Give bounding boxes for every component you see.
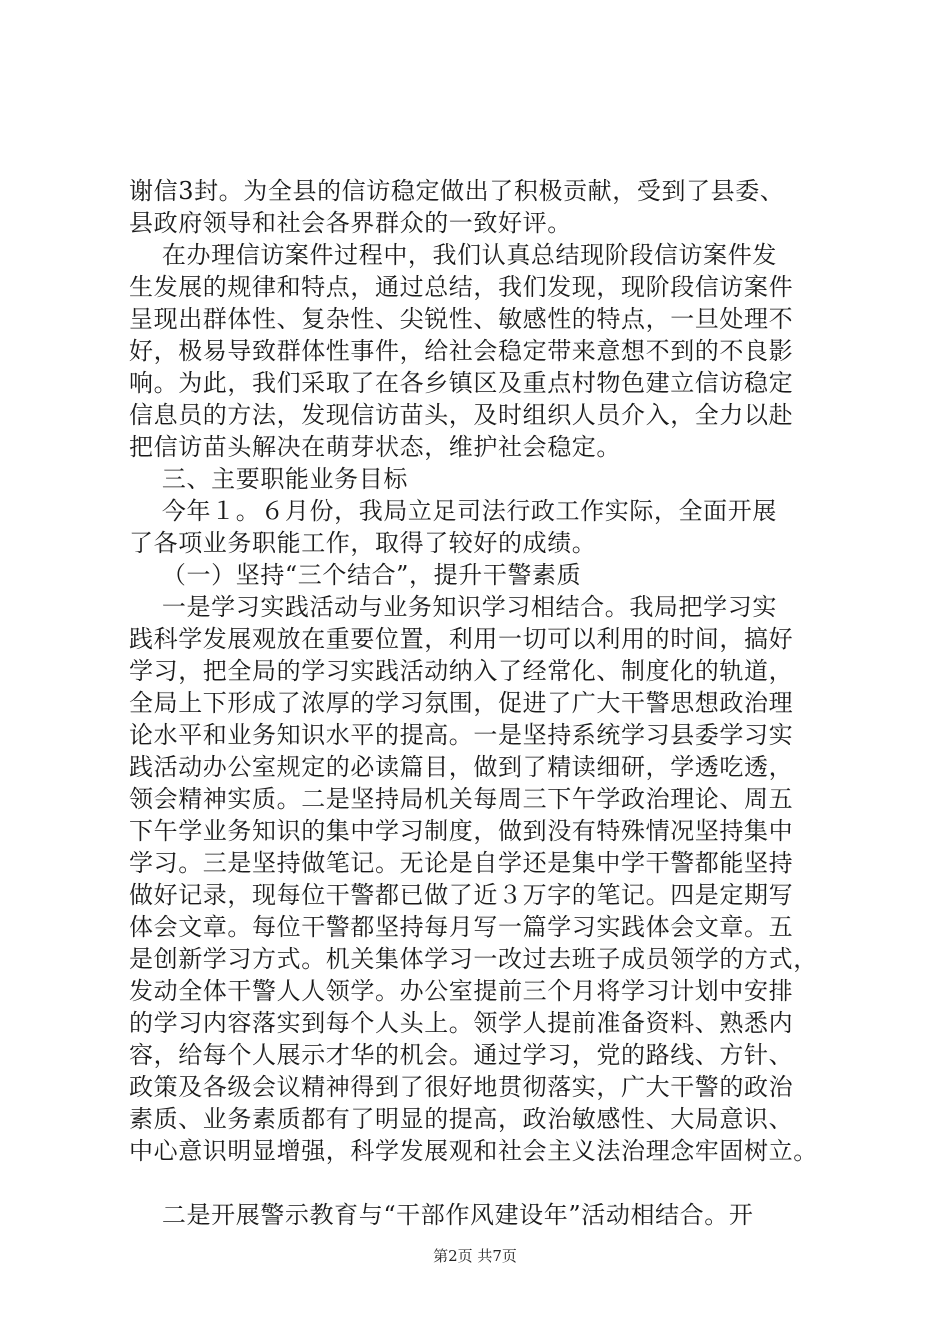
paragraph-gap: [129, 1167, 829, 1199]
text-line: 论水平和业务知识水平的提高。一是坚持系统学习县委学习实: [129, 721, 794, 749]
text-line: 一是学习实践活动与业务知识学习相结合。我局把学习实: [129, 593, 777, 621]
text-line: 容，给每个人展示才华的机会。通过学习，党的路线、方针、: [129, 1041, 794, 1069]
text-line: 呈现出群体性、复杂性、尖锐性、敏感性的特点，一旦处理不: [129, 305, 794, 333]
document-body: [129, 175, 829, 1231]
text-line: 中心意识明显增强，科学发展观和社会主义法治理念牢固树立。: [129, 1137, 818, 1165]
text-line: 的学习内容落实到每个人头上。领学人提前准备资料、熟悉内: [129, 1009, 794, 1037]
text-line: 政策及各级会议精神得到了很好地贯彻落实，广大干警的政治: [129, 1073, 794, 1101]
text-line: 好，极易导致群体性事件，给社会稳定带来意想不到的不良影: [129, 337, 794, 365]
text-line: 体会文章。每位干警都坚持每月写一篇学习实践体会文章。五: [129, 913, 794, 941]
text-line: 二是开展警示教育与“干部作风建设年”活动相结合。开: [129, 1201, 754, 1229]
text-line: 把信访苗头解决在萌芽状态，维护社会稳定。: [129, 433, 621, 461]
section-heading: 三、主要职能业务目标: [129, 465, 408, 493]
text-line: 领会精神实质。二是坚持局机关每周三下午学政治理论、周五: [129, 785, 794, 813]
text-line: 全局上下形成了浓厚的学习氛围，促进了广大干警思想政治理: [129, 689, 794, 717]
text-line: 在办理信访案件过程中，我们认真总结现阶段信访案件发: [129, 241, 777, 269]
text-line: 下午学业务知识的集中学习制度，做到没有特殊情况坚持集中: [129, 817, 794, 845]
text-line: 发动全体干警人人领学。办公室提前三个月将学习计划中安排: [129, 977, 794, 1005]
text-line: 了各项业务职能工作，取得了较好的成绩。: [129, 529, 597, 557]
text-line: 生发展的规律和特点，通过总结，我们发现，现阶段信访案件: [129, 273, 794, 301]
subsection-heading: （一）坚持“三个结合”，提升干警素质: [129, 561, 582, 589]
text-line: 素质、业务素质都有了明显的提高，政治敏感性、大局意识、: [129, 1105, 794, 1133]
text-line: 县政府领导和社会各界群众的一致好评。: [129, 209, 572, 237]
text-line: 践科学发展观放在重要位置，利用一切可以利用的时间，搞好: [129, 625, 794, 653]
text-line: 践活动办公室规定的必读篇目，做到了精读细研，学透吃透，: [129, 753, 794, 781]
text-line: 谢信3封。为全县的信访稳定做出了积极贡献，受到了县委、: [129, 177, 785, 205]
text-line: 学习。三是坚持做笔记。无论是自学还是集中学干警都能坚持: [129, 849, 794, 877]
text-line: 响。为此，我们采取了在各乡镇区及重点村物色建立信访稳定: [129, 369, 794, 397]
text-line: 今年１。６月份，我局立足司法行政工作实际，全面开展: [129, 497, 777, 525]
text-line: 做好记录，现每位干警都已做了近３万字的笔记。四是定期写: [129, 881, 794, 909]
page-number-footer: 第2页 共7页: [433, 1247, 517, 1265]
text-line: 是创新学习方式。机关集体学习一改过去班子成员领学的方式，: [129, 945, 818, 973]
text-line: 信息员的方法，发现信访苗头，及时组织人员介入，全力以赴: [129, 401, 794, 429]
text-line: 学习，把全局的学习实践活动纳入了经常化、制度化的轨道，: [129, 657, 794, 685]
